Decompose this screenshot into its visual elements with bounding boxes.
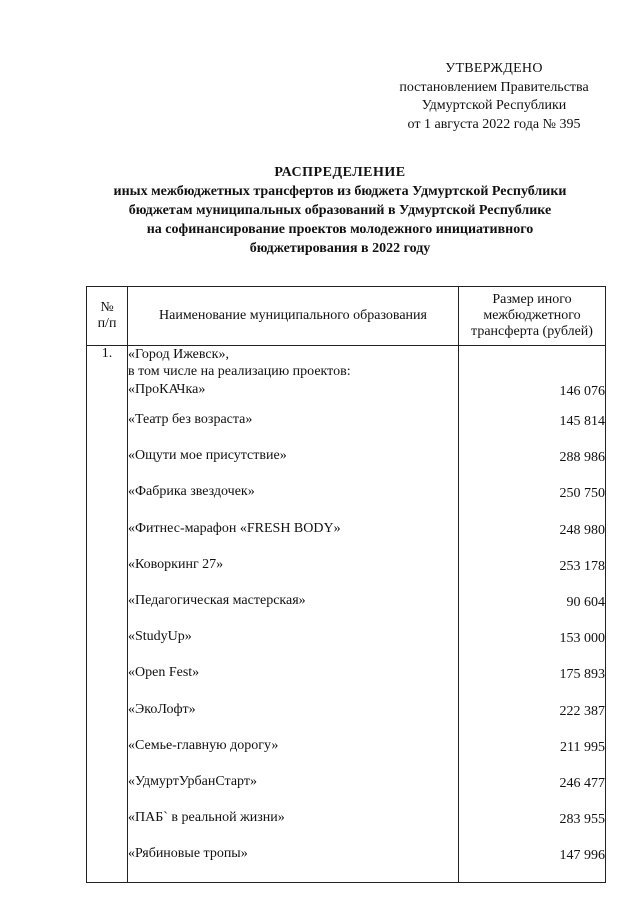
header-amount [459, 287, 606, 346]
project-name: «Фабрика звездочек» [128, 484, 255, 500]
project-amount: 146 076 [559, 384, 605, 399]
approval-line: от 1 августа 2022 года № 395 [407, 116, 581, 132]
project-name: «Педагогическая мастерская» [128, 592, 306, 608]
title-line: бюджетам муниципальных образований в Удмуртской Республике [128, 203, 552, 218]
project-name: «Коворкинг 27» [128, 556, 224, 572]
approval-line: постановлением Правительства [399, 79, 589, 95]
approval-line: Удмуртской Республики [421, 98, 567, 113]
project-name: «Рябиновые тропы» [128, 846, 248, 862]
project-name: «Ощути мое присутствие» [128, 448, 287, 464]
header-number-symbol: № [100, 300, 114, 315]
project-amount: 153 000 [559, 631, 605, 647]
project-name: «ПроКАЧка» [128, 382, 206, 397]
municipality-subtitle: в том числе на реализацию проектов: [128, 364, 351, 379]
project-amount: 248 980 [559, 522, 605, 538]
project-amount: 288 986 [559, 450, 605, 466]
header-number [87, 287, 128, 346]
amount-list [459, 382, 605, 882]
project-amount: 222 387 [559, 703, 605, 719]
row-number: 1. [87, 346, 128, 883]
project-amount: 90 604 [566, 594, 605, 610]
document-title [60, 163, 620, 258]
title-line: бюджетирования в 2022 году [249, 241, 431, 256]
header-amount-line: межбюджетного [483, 308, 581, 323]
header-number-abbr: п/п [97, 316, 117, 331]
project-amount: 145 814 [559, 414, 605, 429]
table-header-row [87, 287, 606, 346]
project-name: «Open Fest» [128, 665, 200, 681]
title-line: на софинансирование проектов молодежного инициативного [146, 222, 534, 237]
title-line: иных межбюджетных трансфертов из бюджета Удмуртской Республики [113, 184, 567, 199]
header-amount-line: Размер иного [492, 292, 572, 307]
project-name: «Фитнес-марафон «FRESH BODY» [128, 520, 341, 536]
approval-stamp [372, 60, 616, 134]
project-name: «Семье-главную дорогу» [128, 737, 279, 753]
project-amount: 253 178 [559, 558, 605, 574]
amount-spacer [459, 346, 605, 382]
distribution-table [86, 286, 606, 883]
project-amount: 283 955 [559, 812, 605, 828]
project-name: «ПАБ` в реальной жизни» [128, 810, 285, 826]
row-names [128, 346, 459, 883]
municipality-name [128, 346, 458, 380]
project-name: «УдмуртУрбанСтарт» [128, 773, 257, 789]
approval-heading: УТВЕРЖДЕНО [445, 61, 543, 76]
project-amount: 246 477 [559, 775, 605, 791]
table-row [87, 346, 606, 883]
project-amount: 175 893 [559, 667, 605, 683]
title-main: РАСПРЕДЕЛЕНИЕ [274, 165, 406, 180]
project-amount: 211 995 [560, 739, 605, 755]
project-list [128, 380, 458, 880]
project-name: «StudyUp» [128, 629, 192, 645]
header-amount-line: трансферта (рублей) [471, 324, 593, 339]
municipality-title: «Город Ижевск», [128, 347, 229, 362]
project-name: «ЭкоЛофт» [128, 701, 196, 717]
row-amounts [459, 346, 606, 883]
project-name: «Театр без возраста» [128, 412, 253, 427]
project-amount: 250 750 [559, 486, 605, 502]
project-amount: 147 996 [559, 848, 605, 864]
header-name: Наименование муниципального образования [128, 287, 459, 346]
